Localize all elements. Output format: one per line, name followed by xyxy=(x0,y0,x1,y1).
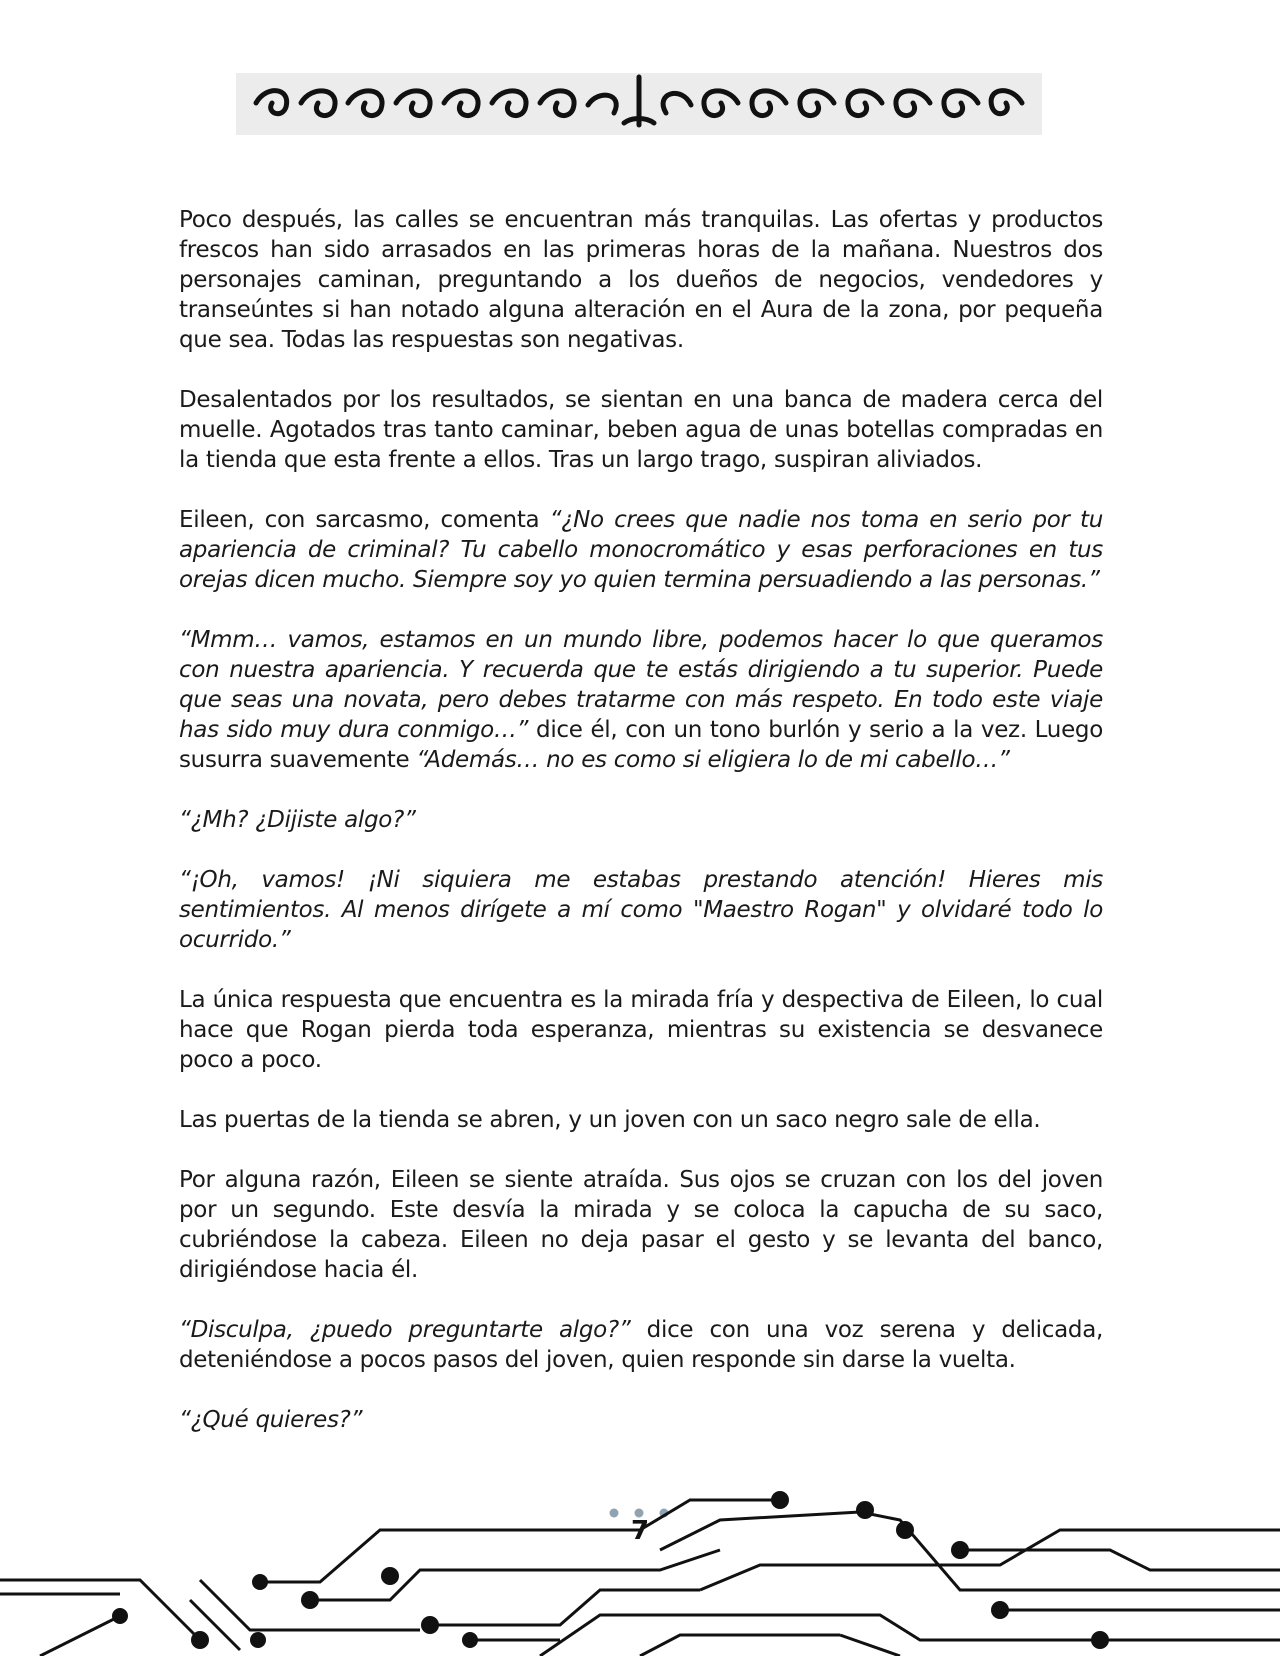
dialogue-text: “Además… no es como si eligiera lo de mi cabello…” xyxy=(416,747,1010,773)
dialogue-text: “Disculpa, ¿puedo preguntarte algo?” xyxy=(179,1317,631,1343)
narration-text: La única respuesta que encuentra es la mirada fría y despectiva de Eileen, lo cual hace que Rogan pierda toda esperanza, mientras su existencia se desvanece poco a poco. xyxy=(179,987,1103,1073)
page-body xyxy=(179,205,1103,1465)
paragraph-p10 xyxy=(179,1315,1103,1375)
narration-text: dice con una voz serena y delicada, deteniéndose a pocos pasos del joven, quien responde sin darse la vuelta. xyxy=(179,1317,1103,1373)
dialogue-text: “¿Qué quieres?” xyxy=(179,1407,363,1433)
paragraph-p7 xyxy=(179,985,1103,1075)
narration-text: Por alguna razón, Eileen se siente atraída. Sus ojos se cruzan con los del joven por un segundo. Este desvía la mirada y se coloca la capucha de su saco, cubriéndose la cabeza. Eileen no deja pasar el gesto y se levanta del banco, dirigiéndose hacia él. xyxy=(179,1167,1103,1283)
narration-text: dice él, con un tono burlón y serio a la vez. Luego susurra suavemente xyxy=(179,717,1103,773)
paragraph-p8 xyxy=(179,1105,1103,1135)
paragraph-p9 xyxy=(179,1165,1103,1285)
narration-text: Poco después, las calles se encuentran más tranquilas. Las ofertas y productos frescos han sido arrasados en las primeras horas de la mañana. Nuestros dos personajes caminan, preguntando a los dueños de negocios, vendedores y transeúntes si han notado alguna alteración en el Aura de la zona, por pequeña que sea. Todas las respuestas son negativas. xyxy=(179,207,1103,353)
paragraph-p2 xyxy=(179,385,1103,475)
dialogue-text: “¿Mh? ¿Dijiste algo?” xyxy=(179,807,416,833)
paragraph-p5 xyxy=(179,805,1103,835)
narration-text: Eileen, con sarcasmo, comenta xyxy=(179,507,550,533)
narration-text: Las puertas de la tienda se abren, y un joven con un saco negro sale de ella. xyxy=(179,1107,1041,1133)
paragraph-p6 xyxy=(179,865,1103,955)
paragraph-p3 xyxy=(179,505,1103,595)
dialogue-text: “¿No crees que nadie nos toma en serio por tu apariencia de criminal? Tu cabello monocromático y esas perforaciones en tus orejas dicen mucho. Siempre soy yo quien termina persuadiendo a las personas.” xyxy=(179,507,1103,593)
paragraph-p4 xyxy=(179,625,1103,775)
dialogue-text: “Mmm… vamos, estamos en un mundo libre, podemos hacer lo que queramos con nuestra apariencia. Y recuerda que te estás dirigiendo a tu superior. Puede que seas una novata, pero debes tratarme con más respeto. En todo este viaje has sido muy dura conmigo…” xyxy=(179,627,1103,743)
narration-text: Desalentados por los resultados, se sientan en una banca de madera cerca del muelle. Agotados tras tanto caminar, beben agua de unas botellas compradas en la tienda que esta frente a ellos. Tras un largo trago, suspiran aliviados. xyxy=(179,387,1103,473)
paragraph-p1 xyxy=(179,205,1103,355)
page-number: 7 xyxy=(630,1516,650,1546)
circuit-board-icon xyxy=(0,1490,1280,1656)
paragraph-p11 xyxy=(179,1405,1103,1435)
scroll-ornament-icon xyxy=(236,73,1042,135)
header-ornament xyxy=(236,73,1042,135)
dialogue-text: “¡Oh, vamos! ¡Ni siquiera me estabas prestando atención! Hieres mis sentimientos. Al menos dirígete a mí como "Maestro Rogan" y olvidaré todo lo ocurrido.” xyxy=(179,867,1103,953)
